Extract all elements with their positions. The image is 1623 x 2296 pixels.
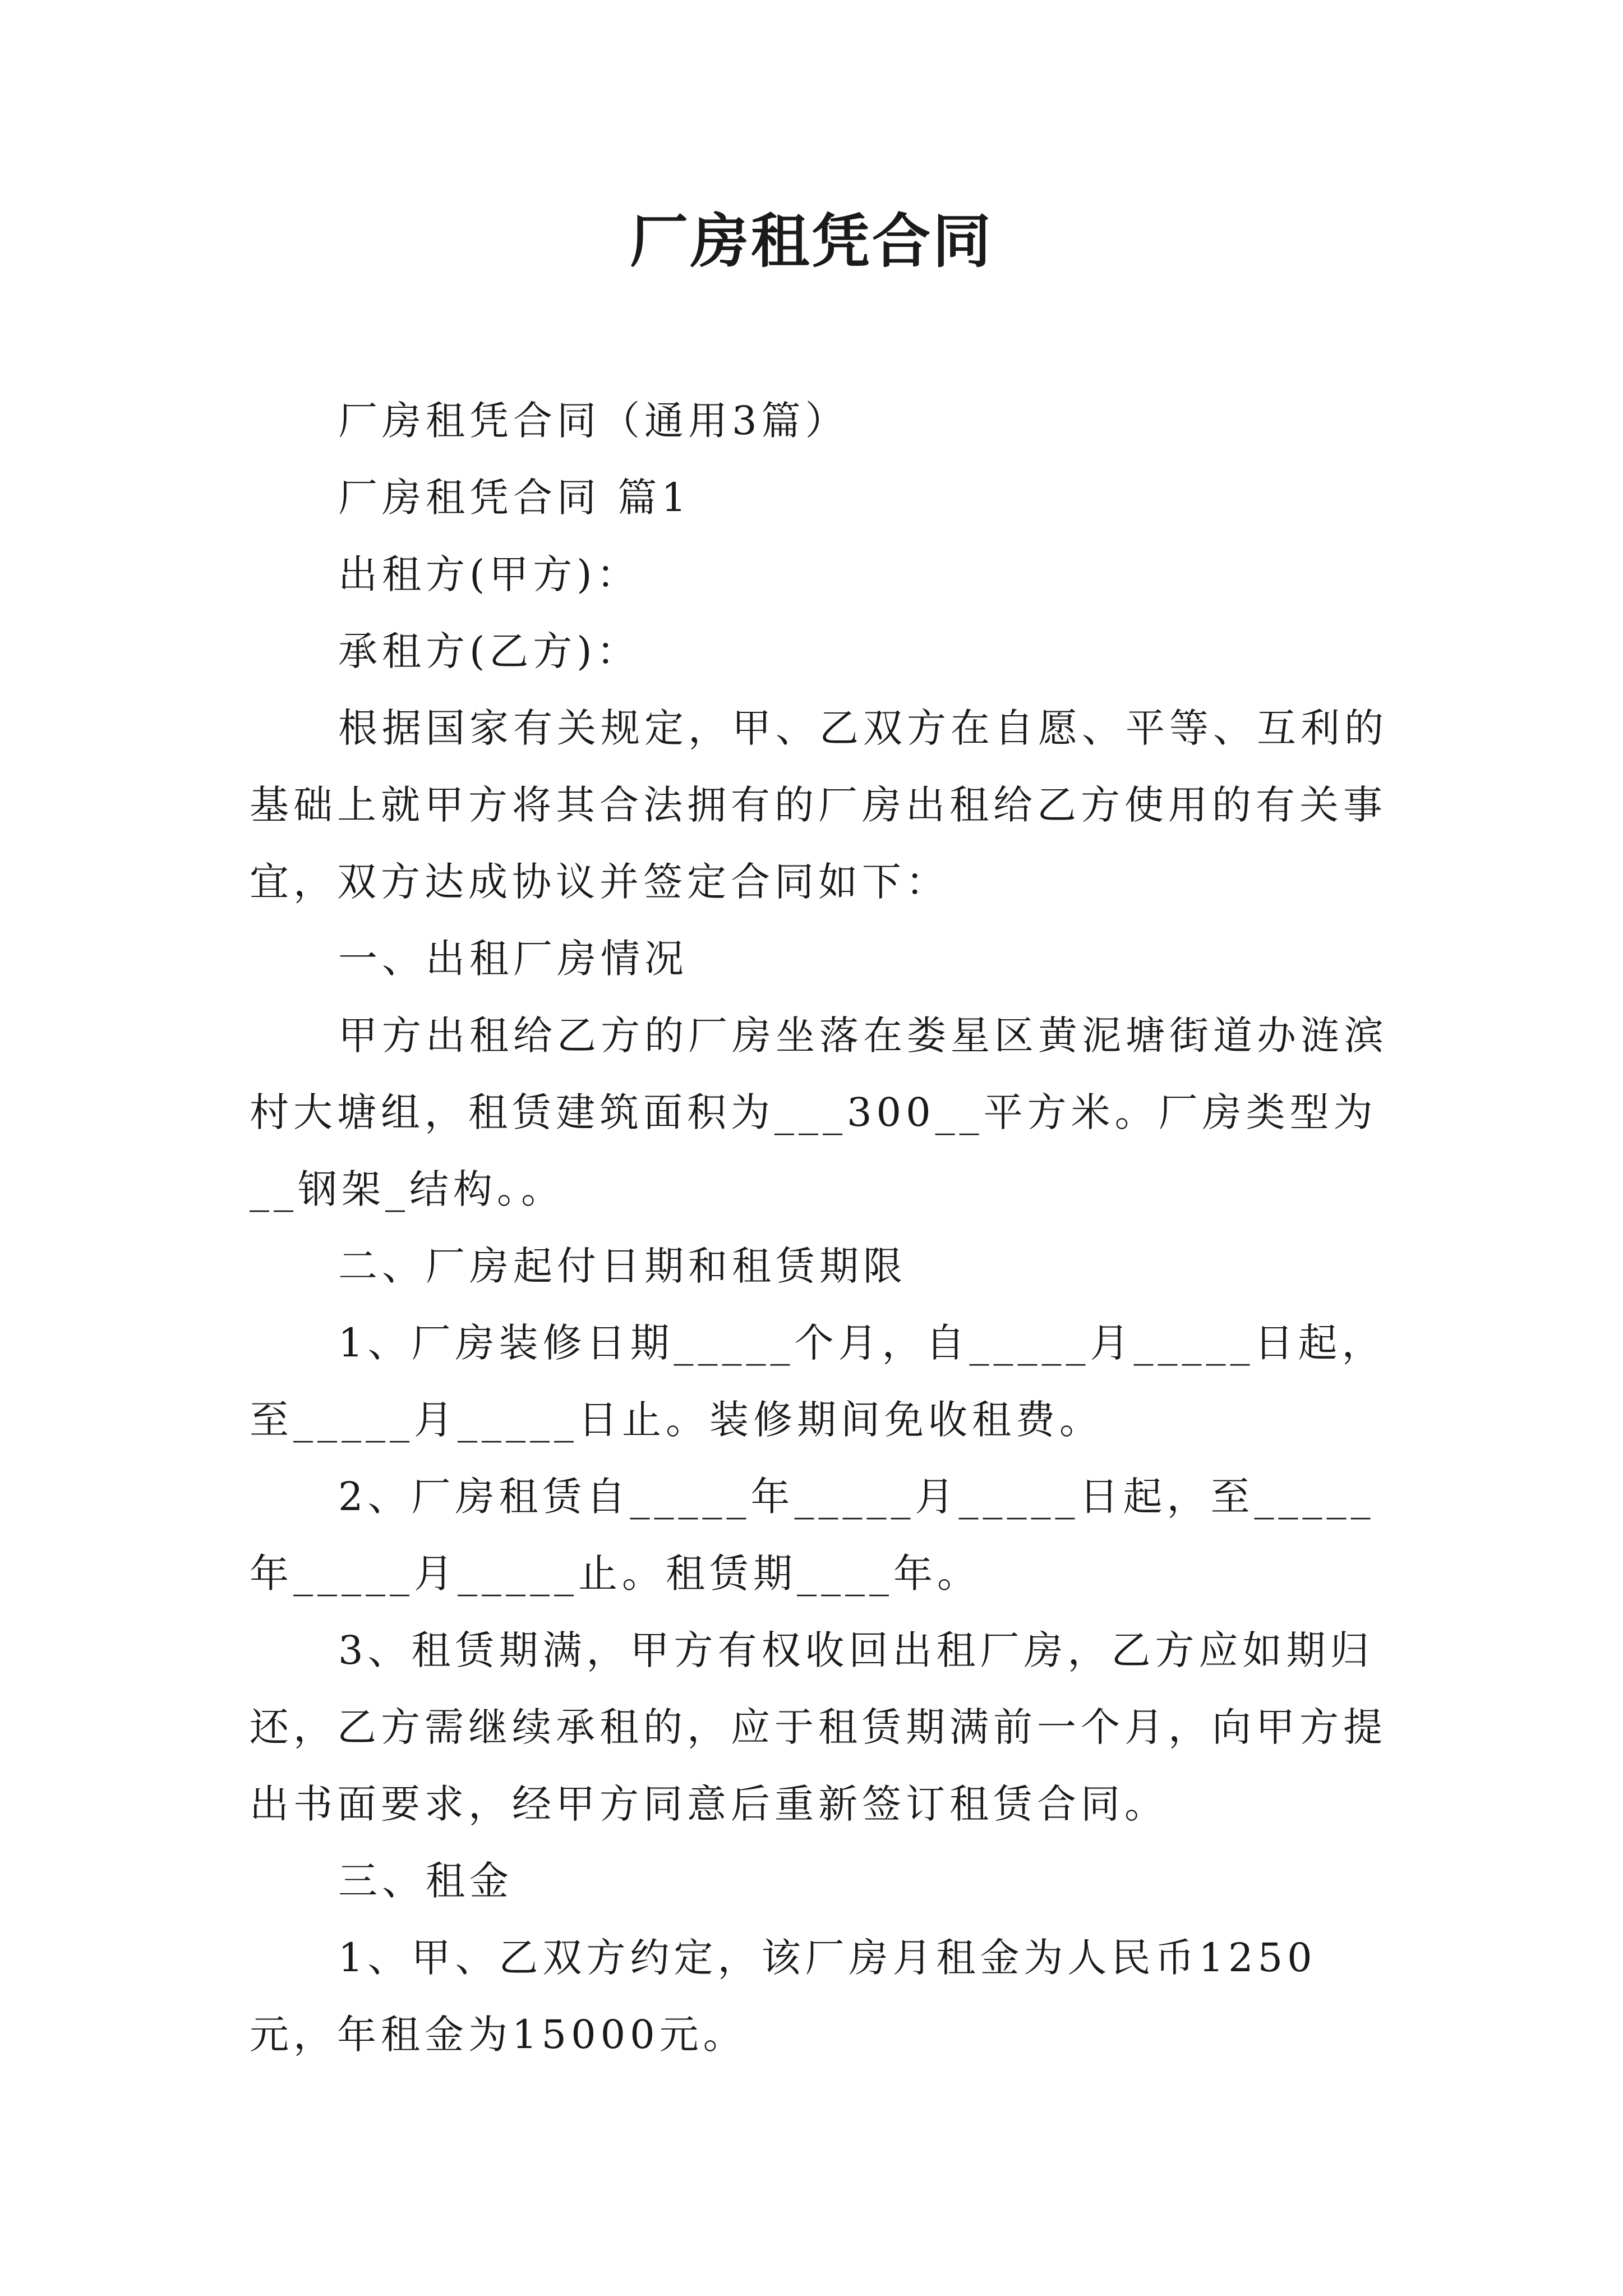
paragraph-section-heading: 厂房租凭合同 篇1 bbox=[338, 475, 691, 521]
paragraph-lease-expiry: 3、租赁期满，甲方有权收回出租厂房，乙方应如期归还，乙方需继续承租的，应于租赁期满前一个月，向甲方提出书面要求，经甲方同意后重新签订租赁合同。 bbox=[250, 1627, 1387, 1827]
paragraph-clause-heading-1: 一、出租厂房情况 bbox=[338, 936, 688, 982]
document-title: 厂房租凭合同 bbox=[629, 206, 993, 275]
paragraph-property-details: 甲方出租给乙方的厂房坐落在娄星区黄泥塘街道办涟滨村大塘组，租赁建筑面积为___300__平方米。厂房类型为__钢架_结构。。 bbox=[250, 1013, 1388, 1212]
paragraph-clause-heading-3: 三、租金 bbox=[338, 1858, 513, 1904]
paragraph-lease-period: 2、厂房租赁自_____年_____月_____日起，至_____年_____月_____止。租赁期____年。 bbox=[250, 1474, 1375, 1596]
paragraph-rent-amount: 1、甲、乙双方约定，该厂房月租金为人民币1250元，年租金为15000元。 bbox=[250, 1935, 1317, 2058]
paragraph-preamble: 根据国家有关规定，甲、乙双方在自愿、平等、互利的基础上就甲方将其合法拥有的厂房出租给乙方使用的有关事宜，双方达成协议并签定合同如下： bbox=[250, 705, 1388, 905]
paragraph-clause-heading-2: 二、厂房起付日期和租赁期限 bbox=[338, 1243, 907, 1289]
paragraph-lessor: 出租方(甲方)： bbox=[338, 551, 640, 597]
paragraph-lessee: 承租方(乙方)： bbox=[338, 628, 640, 674]
paragraph-renovation-period: 1、厂房装修日期_____个月，自_____月_____日起，至_____月_____日止。装修期间免收租费。 bbox=[250, 1320, 1386, 1443]
paragraph-subtitle: 厂房租凭合同（通用3篇） bbox=[338, 398, 849, 444]
document-body bbox=[250, 383, 1394, 2073]
